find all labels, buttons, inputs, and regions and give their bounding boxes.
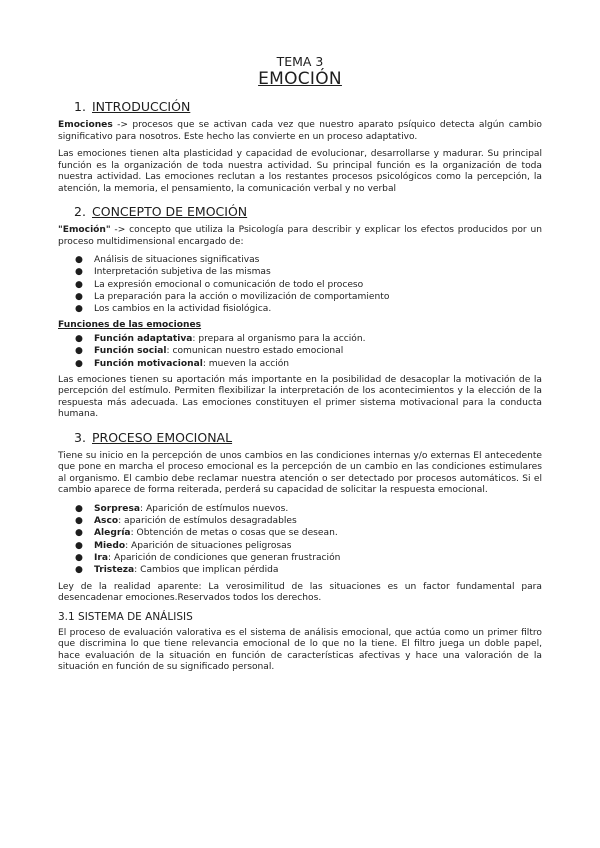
list-item-text: : comunican nuestro estado emocional <box>166 346 344 357</box>
term: Miedo <box>94 540 126 551</box>
list-item <box>58 254 542 266</box>
bullet-icon: ● <box>75 358 83 369</box>
list-item <box>58 503 542 515</box>
list-item <box>58 303 542 315</box>
list-item-text: Interpretación subjetiva de las mismas <box>94 267 271 278</box>
term: Función social <box>94 346 167 357</box>
bullet-icon: ● <box>75 279 83 290</box>
document-page <box>58 54 542 680</box>
term: "Emoción" <box>58 225 111 235</box>
term: Alegría <box>94 528 131 539</box>
page-title: EMOCIÓN <box>258 69 342 89</box>
list-item <box>58 515 542 527</box>
term: Tristeza <box>94 565 135 576</box>
list-item <box>58 564 542 576</box>
list-item-text: : prepara al organismo para la acción. <box>192 333 366 344</box>
paragraph-text: -> concepto que utiliza la Psicología para describir y explicar los efectos producidos por un proceso multidimensional encargado de: <box>58 225 542 247</box>
list-item <box>58 266 542 278</box>
term: Asco <box>94 516 119 527</box>
term: Emociones <box>58 120 113 130</box>
bullet-icon: ● <box>75 267 83 278</box>
bullet-icon: ● <box>75 291 83 302</box>
list-item-text: : Aparición de estímulos nuevos. <box>140 503 289 514</box>
topic-label: TEMA 3 <box>276 54 324 69</box>
list-item <box>58 358 542 370</box>
term: Función adaptativa <box>94 333 193 344</box>
term: Sorpresa <box>94 503 140 514</box>
bullet-icon: ● <box>75 516 83 527</box>
bullet-icon: ● <box>75 333 83 344</box>
term: Función motivacional <box>94 358 203 369</box>
bullet-icon: ● <box>75 503 83 514</box>
section-title: CONCEPTO DE EMOCIÓN <box>92 204 248 219</box>
list-item <box>58 291 542 303</box>
paragraph-text: -> procesos que se activan cada vez que nuestro aparato psíquico detecta algún cambio significativo para nosotros. Este hecho las convierte en un proceso adaptativo. <box>58 120 542 142</box>
bullet-icon: ● <box>75 528 83 539</box>
list-item-text: : Cambios que implican pérdida <box>134 565 279 576</box>
list-item <box>58 552 542 564</box>
list-item <box>58 527 542 539</box>
paragraph: El proceso de evaluación valorativa es el sistema de análisis emocional, que actúa como un primer filtro que discrimina lo que tiene relevancia emocional de lo que no la tiene. El filtro juega un doble papel, hace evaluación de la situación en función de características afectivas y hace una valoración de la situación en función de su significado personal. <box>58 627 542 673</box>
section-heading-proceso <box>58 430 542 445</box>
paragraph: Tiene su inicio en la percepción de unos cambios en las condiciones internas y/o externas El antecedente que pone en marcha el proceso emocional es la percepción de un cambio en las condiciones estimulares al organismo. El cambio debe reclamar nuestra atención o ser detectado por procesos automáticos. Si el cambio aparece de forma reiterada, perderá su capacidad de solicitar la respuesta emocional. <box>58 450 542 496</box>
section-title: PROCESO EMOCIONAL <box>92 429 233 445</box>
section-heading-introduccion <box>58 99 542 114</box>
list-item-text: : Aparición de condiciones que generan frustración <box>108 553 341 564</box>
list-item-text: La expresión emocional o comunicación de todo el proceso <box>94 279 364 290</box>
bullet-icon: ● <box>75 346 83 357</box>
subheading-funciones: Funciones de las emociones <box>58 320 202 331</box>
list-item <box>58 345 542 357</box>
bullet-icon: ● <box>75 304 83 315</box>
list-item <box>58 279 542 291</box>
section-title: INTRODUCCIÓN <box>92 99 191 114</box>
section-heading-concepto <box>58 204 542 219</box>
list-item-text: : aparición de estímulos desagradables <box>118 516 297 527</box>
section-number: 3. <box>74 429 86 445</box>
list-item-text: La preparación para la acción o movilización de comportamiento <box>94 291 390 302</box>
list-item-text: : mueven la acción <box>202 358 290 369</box>
list-item-text: : Aparición de situaciones peligrosas <box>125 540 292 551</box>
subsection-heading: 3.1 SISTEMA DE ANÁLISIS <box>58 610 193 623</box>
paragraph: Las emociones tienen alta plasticidad y capacidad de evolucionar, desarrollarse y madurar. Su principal función es la organización de toda nuestra actividad. Su principal función es la organización de toda nuestra actividad. Las emociones reclutan a los restantes procesos psicológicos como la percepción, la atención, la memoria, el pensamiento, la comunicación verbal y no verbal <box>58 149 542 194</box>
bullet-icon: ● <box>75 540 83 551</box>
paragraph <box>58 120 542 143</box>
paragraph: Las emociones tienen su aportación más importante en la posibilidad de desacoplar la motivación de la percepción del estímulo. Permiten flexibilizar la interpretación de los acontecimientos y la elección de la respuesta más adecuada. Las emociones constituyen el primer sistema motivacional para la conducta humana. <box>58 374 542 420</box>
list-item-text: : Obtención de metas o cosas que se desean. <box>130 528 338 539</box>
list-item <box>58 333 542 345</box>
functions-list <box>58 333 542 370</box>
bullet-icon: ● <box>75 553 83 564</box>
section-number: 1. <box>74 99 86 114</box>
list-item <box>58 540 542 552</box>
paragraph: Ley de la realidad aparente: La verosimilitud de las situaciones es un factor fundamental para desencadenar emociones.Reservados todos los derechos. <box>58 581 542 604</box>
paragraph <box>58 225 542 248</box>
emotions-list <box>58 503 542 577</box>
bullet-icon: ● <box>75 565 83 576</box>
term: Ira <box>94 553 109 564</box>
bullet-icon: ● <box>75 255 83 265</box>
concept-list <box>58 254 542 315</box>
section-number: 2. <box>74 204 86 219</box>
list-item-text: Análisis de situaciones significativas <box>94 255 260 265</box>
list-item-text: Los cambios en la actividad fisiológica. <box>94 304 272 315</box>
